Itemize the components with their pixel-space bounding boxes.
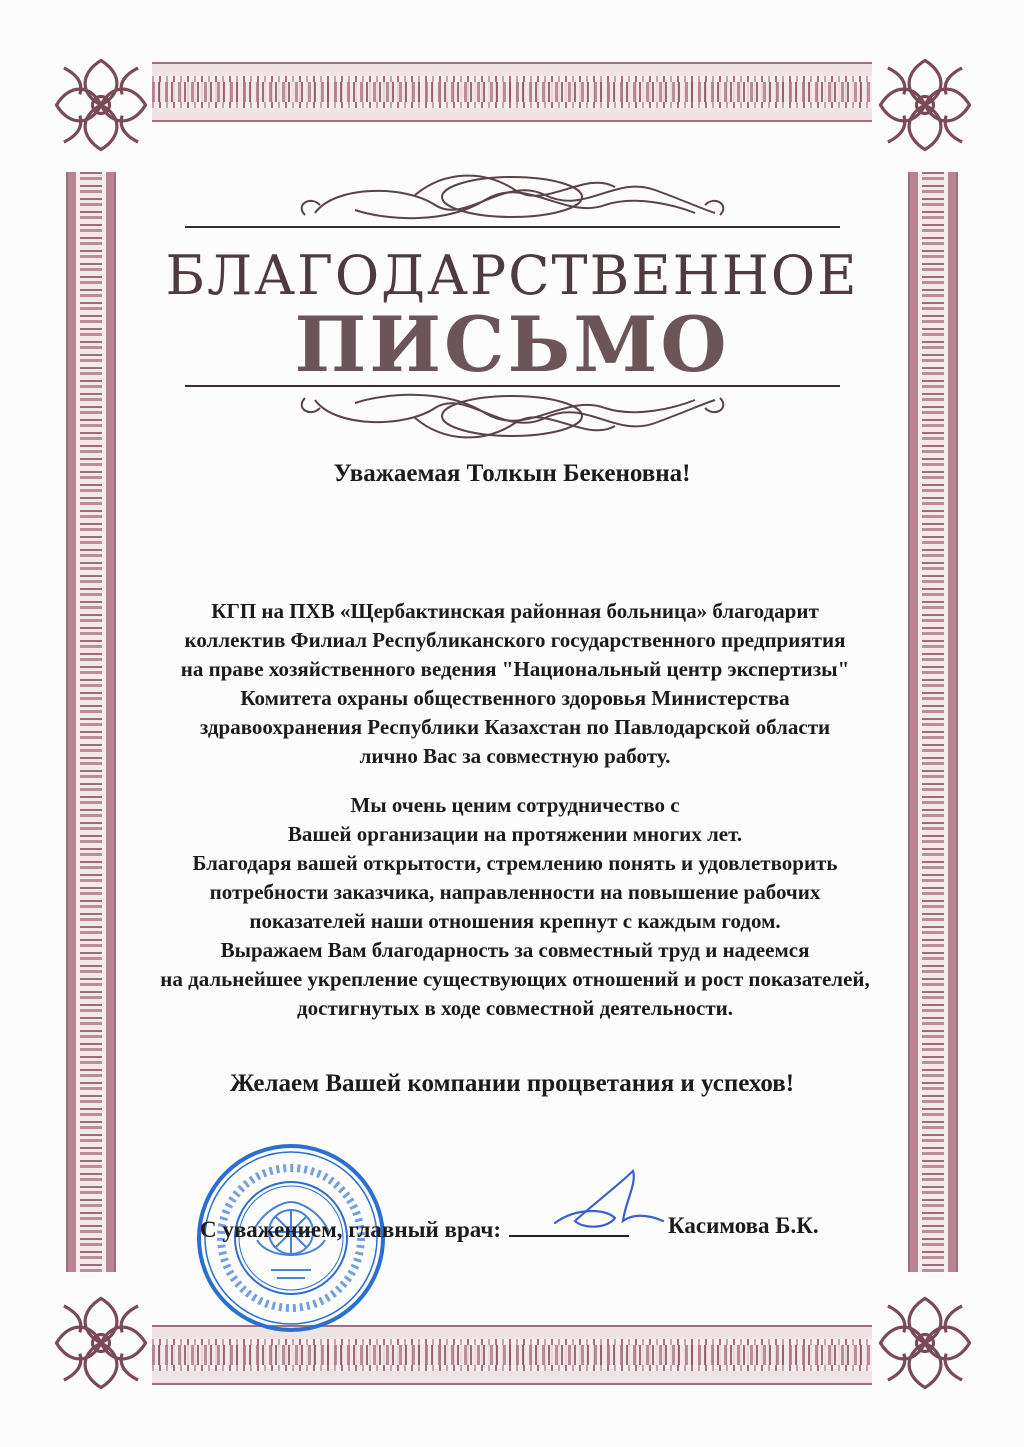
corner-ornament-icon [48,1290,154,1396]
title-line-1: БЛАГОДАРСТВЕННОЕ [165,244,859,307]
closing-wish: Желаем Вашей компании процветания и успехов! [229,1070,795,1097]
text-line: КГП на ПХВ «Щербактинская районная больница» благодарит [211,599,819,623]
paragraph-cooperation [115,791,915,1023]
text-line: Мы очень ценим сотрудничество с [350,793,680,817]
title-line-2: ПИСЬМО [294,300,730,389]
text-line: Вашей организации на протяжении многих лет. [287,822,743,846]
greeting: Уважаемая Толкын Бекеновна! [333,460,691,487]
text-line: лично Вас за совместную работу. [359,744,671,768]
text-line: Благодаря вашей открытости, стремлению понять и удовлетворить [192,851,838,875]
corner-ornament-icon [48,52,154,158]
text-line: на дальнейшее укрепление существующих отношений и рост показателей, [160,967,870,991]
signature-label: С уважением, главный врач: [200,1217,501,1242]
text-line: на праве хозяйственного ведения "Национальный центр экспертизы" [180,657,850,681]
text-line: потребности заказчика, направленности на повышение рабочих [209,880,821,904]
text-line: здравоохранения Республики Казахстан по Павлодарской области [199,715,831,739]
text-line: коллектив Филиал Республиканского государственного предприятия [184,628,846,652]
text-line: достигнутых в ходе совместной деятельности. [297,996,733,1020]
title-top-flourish-icon [185,165,840,235]
top-border-band [152,62,872,122]
text-line: Комитета охраны общественного здоровья Министерства [240,686,790,710]
corner-ornament-icon [872,1290,978,1396]
text-line: Выражаем Вам благодарность за совместный труд и надеемся [220,938,810,962]
paragraph-thanks [115,597,915,771]
signer-name: Касимова Б.К. [668,1213,819,1238]
corner-ornament-icon [872,52,978,158]
text-line: показателей наши отношения крепнут с каждым годом. [249,909,781,933]
handwritten-signature-icon [545,1163,675,1243]
